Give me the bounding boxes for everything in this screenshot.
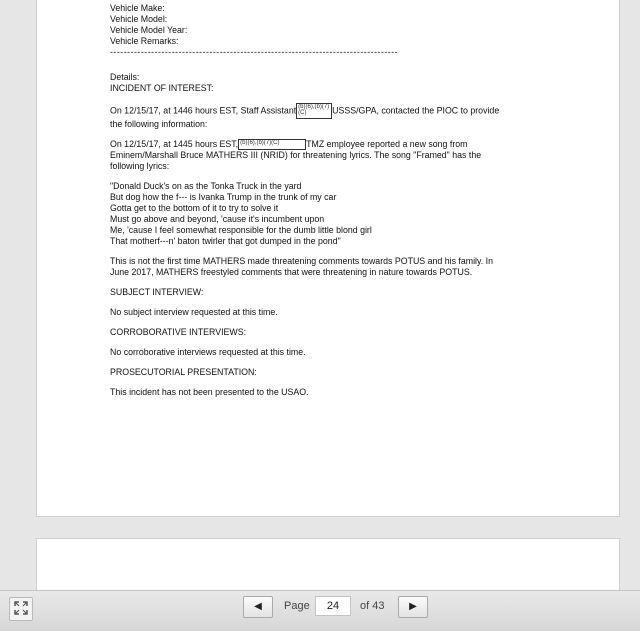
lyric-line: "Donald Duck's on as the Tonka Truck in the yard <box>110 181 302 192</box>
lyric-line: That motherf---n' baton twirler that got dumped in the pond" <box>110 236 341 247</box>
paragraph-2-text-b: TMZ employee reported a new song from <box>306 139 468 149</box>
details-label: Details: <box>110 72 140 82</box>
vehicle-remarks-line: Vehicle Remarks: <box>110 36 179 46</box>
vehicle-model-line: Vehicle Model: <box>110 14 168 24</box>
lyric-line: But dog how the f--- is Ivanka Trump in the trunk of my car <box>110 192 337 203</box>
arrow-right-icon: ▶ <box>409 601 417 612</box>
page-count-label: of 43 <box>360 600 385 612</box>
document-body <box>110 3 550 398</box>
lyric-line: Me, 'cause I feel somewhat responsible for the dumb little blond girl <box>110 225 372 236</box>
paragraph-2 <box>110 139 550 150</box>
lyric-line: Must go above and beyond, 'cause it's incumbent upon <box>110 214 325 225</box>
prosecutorial-text: This incident has not been presented to the USAO. <box>110 387 309 398</box>
paragraph-1-text-a: On 12/15/17, at 1446 hours EST, Staff Assistant <box>110 105 297 116</box>
separator-line: ------------------------------------------------------------------------------------ <box>110 47 399 57</box>
previous-page-button[interactable] <box>243 596 273 618</box>
paragraph-2-line-3: following lyrics: <box>110 161 170 172</box>
redaction-box: (b)(6),(b)(7)(C) <box>296 103 332 119</box>
document-page <box>36 0 620 517</box>
page-number-input[interactable] <box>315 596 351 616</box>
next-page-button[interactable] <box>398 596 428 618</box>
paragraph-1 <box>110 103 550 119</box>
paragraph-1-line-2: the following information: <box>110 119 208 129</box>
subject-interview-text: No subject interview requested at this time. <box>110 307 278 318</box>
paragraph-2-text-a: On 12/15/17, at 1445 hours EST, <box>110 139 239 149</box>
paragraph-3-line-2: June 2017, MATHERS freestyled comments that were threatening in nature towards POTUS. <box>110 267 473 278</box>
paragraph-2-line-2: Eminem/Marshall Bruce MATHERS III (NRID) for threatening lyrics. The song "Framed" has the <box>110 150 482 161</box>
lyric-line: Gotta get to the bottom of it to try to solve it <box>110 203 279 214</box>
subject-interview-heading: SUBJECT INTERVIEW: <box>110 287 204 298</box>
page-label: Page <box>284 600 310 612</box>
lyrics-block <box>110 181 550 247</box>
paragraph-3-line-1: This is not the first time MATHERS made threatening comments towards POTUS and his family. In <box>110 256 493 267</box>
vehicle-model-year-line: Vehicle Model Year: <box>110 25 188 35</box>
paragraph-1-text-b: USSS/GPA, contacted the PIOC to provide <box>332 105 500 116</box>
expand-icon[interactable] <box>9 597 33 621</box>
corroborative-heading: CORROBORATIVE INTERVIEWS: <box>110 327 247 338</box>
incident-heading: INCIDENT OF INTEREST: <box>110 83 214 93</box>
viewer-toolbar <box>0 590 640 631</box>
prosecutorial-heading: PROSECUTORIAL PRESENTATION: <box>110 367 257 378</box>
corroborative-text: No corroborative interviews requested at this time. <box>110 347 306 358</box>
vehicle-make-line: Vehicle Make: <box>110 3 165 13</box>
redaction-box: (b)(6),(b)(7)(C) <box>238 139 306 150</box>
arrow-left-icon: ◀ <box>254 601 262 612</box>
